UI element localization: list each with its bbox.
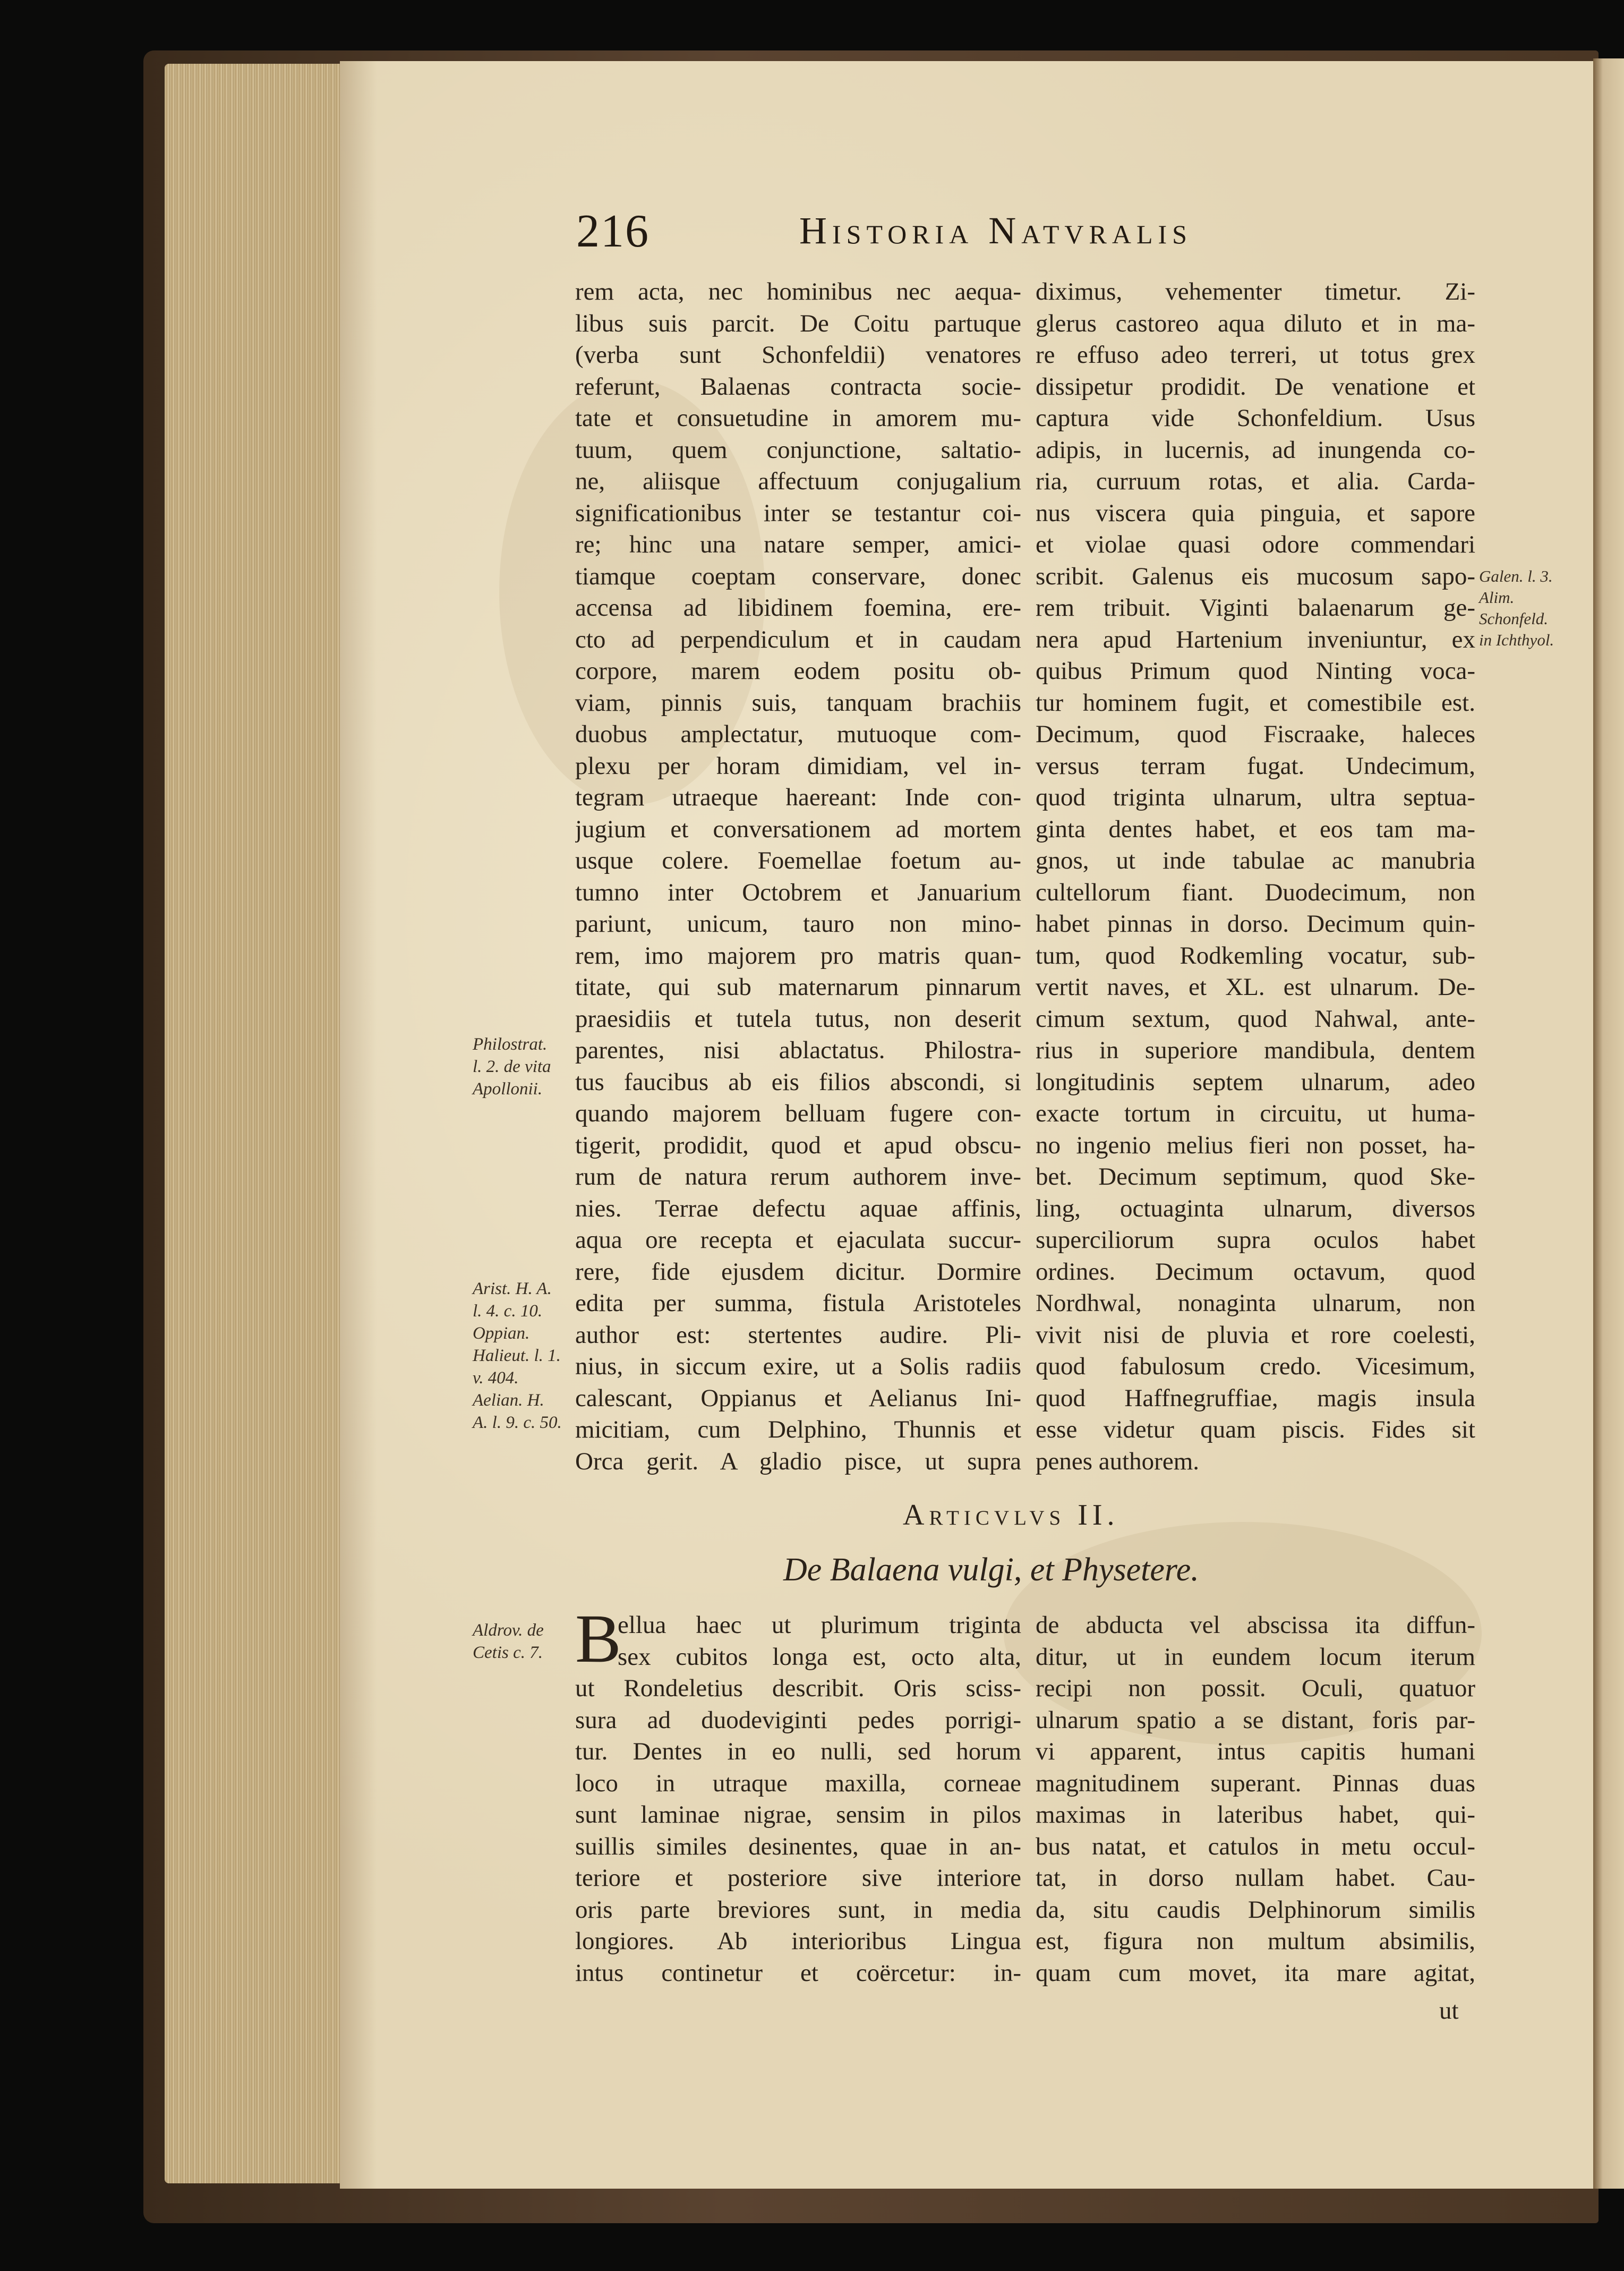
margin-note-philostratus [473, 1033, 551, 1100]
text-line: tegram utraeque haereant: Inde con- [575, 784, 1021, 811]
text-line: re; hinc una natare semper, amici- [575, 531, 1021, 558]
text-line: ria, curruum rotas, et alia. Carda- [1036, 467, 1475, 495]
text-line: da, situ caudis Delphinorum similis [1036, 1895, 1475, 1924]
text-column-right-bottom [1036, 1610, 1475, 1989]
margin-note-galen [1479, 566, 1554, 651]
text-line: teriore et posteriore sive interiore [575, 1864, 1021, 1892]
text-line: ordines. Decimum octavum, quod [1036, 1257, 1475, 1286]
text-column-right-top [1036, 276, 1475, 1477]
text-line: aqua ore recepta et ejaculata succur- [575, 1226, 1021, 1254]
text-line: edita per summa, fistula Aristoteles [575, 1289, 1021, 1317]
text-line: maximas in lateribus habet, qui- [1036, 1801, 1475, 1828]
margin-note-line: Schonfeld. [1479, 609, 1548, 628]
text-line: sex cubitos longa est, octo alta, [618, 1643, 1021, 1671]
margin-note-line: Alim. [1479, 588, 1515, 607]
text-line: rem, imo majorem pro matris quan- [575, 941, 1021, 969]
text-line: habet pinnas in dorso. Decimum quin- [1036, 910, 1475, 938]
text-line: adipis, in lucernis, ad inungenda co- [1036, 436, 1475, 464]
text-line: scribit. Galenus eis mucosum sapo- [1036, 562, 1475, 590]
text-line: duobus amplectatur, mutuoque com- [575, 720, 1021, 748]
page-number: 216 [576, 206, 649, 257]
margin-note-line: Cetis c. 7. [473, 1643, 543, 1662]
text-line: quod triginta ulnarum, ultra septua- [1036, 784, 1475, 811]
text-column-left-bottom [575, 1601, 1021, 1989]
text-line: versus terram fugat. Undecimum, [1036, 752, 1475, 780]
text-line: intus continetur et coërcetur: in- [575, 1959, 1021, 1987]
page-header [576, 205, 1479, 274]
text-line: ut Rondeletius describit. Oris sciss- [575, 1674, 1021, 1702]
text-line: nius, in siccum exire, ut a Solis radiis [575, 1353, 1021, 1380]
facing-page-edge [1593, 58, 1624, 2189]
text-line: ellua haec ut plurimum triginta [618, 1611, 1021, 1639]
text-line: longiores. Ab interioribus Lingua [575, 1927, 1021, 1955]
text-line: tat, in dorso nullam habet. Cau- [1036, 1864, 1475, 1892]
text-line: titate, qui sub maternarum pinnarum [575, 973, 1021, 1001]
page-edges [165, 64, 356, 2183]
text-line: nus viscera quia pinguia, et sapore [1036, 499, 1475, 527]
text-line: rum de natura rerum authorem inve- [575, 1163, 1021, 1190]
text-line: referunt, Balaenas contracta socie- [575, 372, 1021, 401]
text-line: accensa ad libidinem foemina, ere- [575, 594, 1021, 622]
text-line: quod Haffnegruffiae, magis insula [1036, 1384, 1475, 1412]
text-line: ne, aliisque affectuum conjugalium [575, 467, 1021, 495]
text-line: longitudinis septem ulnarum, adeo [1036, 1068, 1475, 1096]
text-line: quod fabulosum credo. Vicesimum, [1036, 1353, 1475, 1380]
text-line: (verba sunt Schonfeldii) venatores [575, 341, 1021, 369]
text-line: nies. Terrae defectu aquae affinis, [575, 1194, 1021, 1222]
text-line: sura ad duodeviginti pedes porrigi- [575, 1706, 1021, 1734]
text-line: magnitudinem superant. Pinnas duas [1036, 1769, 1475, 1797]
text-line: superciliorum supra oculos habet [1036, 1226, 1475, 1254]
text-line: tiamque coeptam conservare, donec [575, 562, 1021, 590]
text-line: plexu per horam dimidiam, vel in- [575, 752, 1021, 780]
text-line: cultellorum fiant. Duodecimum, non [1036, 878, 1475, 906]
margin-note-line: Apollonii. [473, 1079, 543, 1099]
text-line: ling, octuaginta ulnarum, diversos [1036, 1194, 1475, 1222]
text-line: praesidiis et tutela tutus, non deserit [575, 1005, 1021, 1033]
text-line: ulnarum spatio a se distant, foris par- [1036, 1706, 1475, 1734]
text-line: glerus castoreo aqua diluto et in ma- [1036, 309, 1475, 337]
text-line: parentes, nisi ablactatus. Philostra- [575, 1036, 1021, 1064]
catchword: ut [1439, 1997, 1459, 2025]
text-line: vi apparent, intus capitis humani [1036, 1738, 1475, 1765]
text-line: jugium et conversationem ad mortem [575, 815, 1021, 843]
text-line: no ingenio melius fieri non posset, ha- [1036, 1131, 1475, 1159]
text-line: Nordhwal, nonaginta ulnarum, non [1036, 1289, 1475, 1317]
text-line: quibus Primum quod Ninting voca- [1036, 657, 1475, 685]
text-line: calescant, Oppianus et Aelianus Ini- [575, 1384, 1021, 1412]
text-line: est, figura non multum absimilis, [1036, 1927, 1475, 1955]
text-line: rem tribuit. Viginti balaenarum ge- [1036, 594, 1475, 622]
text-line: cimum sextum, quod Nahwal, ante- [1036, 1005, 1475, 1033]
text-line: oris parte breviores sunt, in media [575, 1895, 1021, 1924]
text-column-left-top [575, 276, 1021, 1477]
text-line: re effuso adeo terreri, ut totus grex [1036, 341, 1475, 369]
text-line: de abducta vel abscissa ita diffun- [1036, 1611, 1475, 1639]
text-line: tigerit, prodidit, quod et apud obscu- [575, 1131, 1021, 1159]
text-line: viam, pinnis suis, tanquam brachiis [575, 688, 1021, 717]
text-line: rem acta, nec hominibus nec aequa- [575, 278, 1021, 305]
text-line: sunt laminae nigrae, sensim in pilos [575, 1801, 1021, 1828]
text-line: author est: stertentes audire. Pli- [575, 1321, 1021, 1349]
margin-note-line: Halieut. l. 1. [473, 1346, 561, 1365]
margin-note-line: Philostrat. [473, 1035, 548, 1054]
margin-note-aldrovandus [473, 1619, 544, 1664]
drop-cap: B [575, 1601, 621, 1677]
text-line: gnos, ut inde tabulae ac manubria [1036, 847, 1475, 874]
text-line: exacte tortum in circuitu, ut huma- [1036, 1100, 1475, 1127]
text-line: recipi non possit. Oculi, quatuor [1036, 1674, 1475, 1702]
article-heading: Articvlvs II. [903, 1499, 1119, 1532]
text-line: tuum, quem conjunctione, saltatio- [575, 436, 1021, 464]
text-line: bet. Decimum septimum, quod Ske- [1036, 1163, 1475, 1190]
text-line: tus faucibus ab eis filios abscondi, si [575, 1068, 1021, 1096]
text-line: diximus, vehementer timetur. Zi- [1036, 278, 1475, 305]
section-title: De Balaena vulgi, et Physetere. [783, 1552, 1199, 1588]
text-line: quando majorem belluam fugere con- [575, 1100, 1021, 1127]
text-line: libus suis parcit. De Coitu partuque [575, 309, 1021, 337]
margin-note-line: Aelian. H. [473, 1391, 544, 1410]
margin-note-aristotle [473, 1278, 562, 1434]
text-line: significationibus inter se testantur coi- [575, 499, 1021, 527]
text-line: esse videtur quam piscis. Fides sit [1036, 1416, 1475, 1443]
text-line: vertit naves, et XL. est ulnarum. De- [1036, 973, 1475, 1001]
margin-note-line: Oppian. [473, 1324, 530, 1343]
margin-note-line: v. 404. [473, 1368, 519, 1388]
text-line: bus natat, et catulos in metu occul- [1036, 1832, 1475, 1860]
text-line: cto ad perpendiculum et in caudam [575, 625, 1021, 653]
text-line: nera apud Hartenium inveniuntur, ex [1036, 625, 1475, 653]
text-line: vivit nisi de pluvia et rore coelesti, [1036, 1321, 1475, 1349]
text-line: Orca gerit. A gladio pisce, ut supra [575, 1447, 1021, 1475]
text-line: tate et consuetudine in amorem mu- [575, 404, 1021, 432]
margin-note-line: l. 2. de vita [473, 1057, 551, 1076]
text-line: suillis similes desinentes, quae in an- [575, 1832, 1021, 1860]
text-line: tur hominem fugit, et comestibile est. [1036, 688, 1475, 717]
text-line: tur. Dentes in eo nulli, sed horum [575, 1738, 1021, 1765]
text-line: dissipetur prodidit. De venatione et [1036, 372, 1475, 401]
margin-note-line: l. 4. c. 10. [473, 1302, 543, 1321]
margin-note-line: in Ichthyol. [1479, 631, 1554, 649]
text-line: usque colere. Foemellae foetum au- [575, 847, 1021, 874]
text-line: micitiam, cum Delphino, Thunnis et [575, 1416, 1021, 1443]
text-line: Decimum, quod Fiscraake, haleces [1036, 720, 1475, 748]
text-line: captura vide Schonfeldium. Usus [1036, 404, 1475, 432]
text-line: rius in superiore mandibula, dentem [1036, 1036, 1475, 1064]
text-line: corpore, marem eodem positu ob- [575, 657, 1021, 685]
text-line: ginta dentes habet, et eos tam ma- [1036, 815, 1475, 843]
margin-note-line: A. l. 9. c. 50. [473, 1413, 562, 1432]
text-line: tum, quod Rodkemling vocatur, sub- [1036, 941, 1475, 969]
margin-note-line: Aldrov. de [473, 1621, 544, 1640]
text-line: penes authorem. [1036, 1447, 1200, 1475]
running-title: Historia Natvralis [799, 209, 1192, 252]
text-line: rere, fide ejusdem dicitur. Dormire [575, 1257, 1021, 1286]
margin-note-line: Arist. H. A. [473, 1279, 552, 1298]
text-line: ditur, ut in eundem locum iterum [1036, 1643, 1475, 1671]
text-line: loco in utraque maxilla, corneae [575, 1769, 1021, 1797]
text-line: et violae quasi odore commendari [1036, 531, 1475, 558]
text-line: tumno inter Octobrem et Januarium [575, 878, 1021, 906]
text-line: pariunt, unicum, tauro non mino- [575, 910, 1021, 938]
margin-note-line: Galen. l. 3. [1479, 567, 1553, 585]
text-line: quam cum movet, ita mare agitat, [1036, 1959, 1475, 1987]
